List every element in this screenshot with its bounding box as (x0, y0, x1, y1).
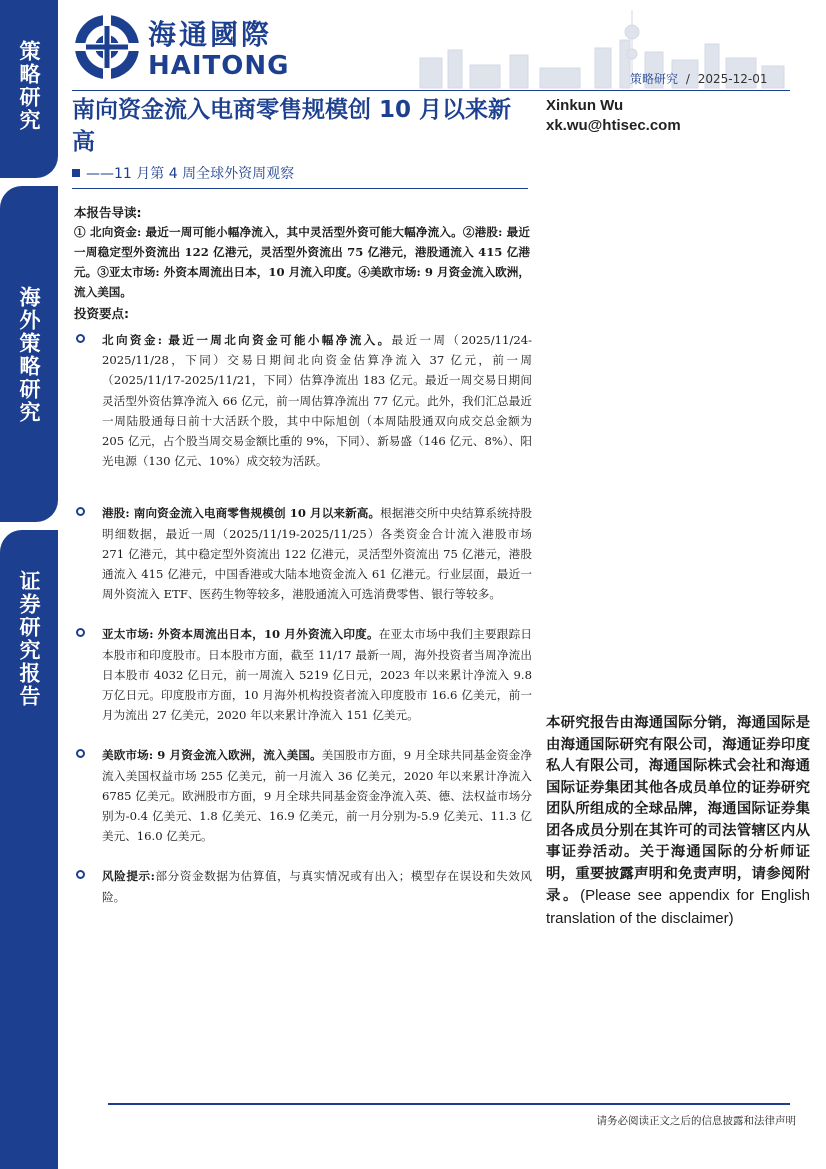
ring-bullet-icon (76, 334, 85, 343)
point-lead: 亚太市场: 外资本周流出日本，10 月外资流入印度。 (102, 627, 379, 642)
haitong-logo-icon (72, 12, 142, 82)
point-body: 最近一周（2025/11/24-2025/11/28，下同）交易日期间北向资金估算净流入 37 亿元，前一周（2025/11/17-2025/11/21，下同）估算净流出 183 亿元。最近一周交易日期间灵活型外资估算净流入 66 亿元，前一周估算净流出 77 亿元。此外，我们汇总最近一周陆股通每日前十大活跃个股，其中中际旭创（本周陆股通双向成交总金额为 205 亿元，占个股当周交易金额比重的 9%，下同）、新易盛（146 亿元、8%）、阳光电源（130 亿元、10%）成交较为活跃。 (102, 333, 532, 469)
point-body: 在亚太市场中我们主要跟踪日本股市和印度股市。日本股市方面，截至 11/17 最新一周，海外投资者当周净流出日本股市 4032 亿日元，前一周流入 5219 亿日元，2023 年以来累计净流入 9.8 万亿日元。印度股市方面，10 月海外机构投资者流入印度股市 16.6 亿美元，前一月为流出 27 亿美元，2020 年以来累计净流入 151 亿美元。 (102, 627, 532, 723)
report-subtitle (72, 163, 294, 183)
side-tab-strategy (0, 0, 58, 178)
subtitle-text: ——11 月第 4 周全球外资周观察 (86, 166, 295, 182)
brand-name-cn: 海通國際 (148, 18, 273, 51)
point-lead: 风险提示: (102, 869, 155, 884)
point-us-europe (76, 745, 532, 846)
side-tab-label: 海外策略研究 (17, 286, 41, 424)
point-body: 美国股市方面，9 月全球共同基金资金净流入美国权益市场 255 亿美元，前一月流入 36 亿美元，2020 年以来累计净流入 6785 亿美元。欧洲股市方面，9 月全球共同基金资金净流入英、德、法权益市场分别为-0.4 亿美元、1.8 亿美元、16.9 亿美元，前一月分别为-5.9 亿美元、11.3 亿美元、16.0 亿美元。 (102, 748, 532, 844)
guide-heading: 本报告导读: (74, 205, 142, 220)
header-divider (72, 90, 790, 91)
point-hk-stocks (76, 503, 532, 604)
square-bullet-icon (72, 169, 80, 177)
disclaimer-box (546, 713, 810, 930)
ring-bullet-icon (76, 507, 85, 516)
point-risk (76, 866, 532, 906)
report-title: 南向资金流入电商零售规模创 10 月以来新高 (72, 97, 512, 155)
ring-bullet-icon (76, 870, 85, 879)
author-name: Xinkun Wu (546, 97, 624, 114)
author-email[interactable]: xk.wu@htisec.com (546, 117, 681, 134)
point-lead: 美欧市场: 9 月资金流入欧洲，流入美国。 (102, 748, 322, 763)
ring-bullet-icon (76, 749, 85, 758)
title-divider (72, 188, 528, 189)
footer-notice: 请务必阅读正文之后的信息披露和法律声明 (596, 1115, 796, 1127)
side-tab-label: 证券研究报告 (17, 570, 41, 708)
footer-divider (108, 1103, 790, 1105)
report-category: 策略研究 (630, 72, 679, 86)
report-meta (630, 70, 767, 87)
points-heading: 投资要点: (74, 306, 129, 321)
author-block (546, 96, 681, 136)
guide-text: ① 北向资金: 最近一周可能小幅净流入，其中灵活型外资可能大幅净流入。②港股: 最近一周稳定型外资流出 122 亿港元，灵活型外资流出 75 亿港元，港股通流入 415 亿港元。③亚太市场: 外资本周流出日本，10 月流入印度。④美欧市场: 9 月资金流入欧洲，流入美国。 (74, 225, 530, 299)
point-northbound (76, 330, 532, 471)
point-body: 根据港交所中央结算系统持股明细数据，最近一周（2025/11/19-2025/11/25）各类资金合计流入港股市场 271 亿港元，其中稳定型外资流出 122 亿港元，灵活型外资流出 75 亿港元，港股通流入 415 亿港元，中国香港或大陆本地资金流入 61 亿港元。行业层面，最近一周外资流入 ETF、医药生物等较多，港股通流入可选消费零售、银行等较多。 (102, 506, 532, 602)
report-date: 2025-12-01 (697, 72, 768, 86)
haitong-logo (72, 12, 290, 82)
side-tab-label: 策略研究 (17, 40, 41, 132)
point-lead: 港股: 南向资金流入电商零售规模创 10 月以来新高。 (102, 506, 381, 521)
ring-bullet-icon (76, 628, 85, 637)
brand-name-en: HAITONG (148, 51, 290, 81)
meta-separator: / (685, 72, 690, 86)
disclaimer-cn: 本研究报告由海通国际分销，海通国际是由海通国际研究有限公司，海通证券印度私人有限公司，海通国际株式会社和海通国际证券集团其他各成员单位的证券研究团队所组成的全球品牌，海通国际证券集团各成员分别在其许可的司法管辖区内从事证券活动。关于海通国际的分析师证明，重要披露声明和免责声明，请参阅附录。 (546, 715, 810, 904)
point-asia-pacific (76, 624, 532, 725)
point-body: 部分资金数据为估算值，与真实情况或有出入；模型存在误设和失效风险。 (102, 869, 532, 904)
disclaimer-en: (Please see appendix for English translation of the disclaimer) (546, 887, 810, 927)
investment-points (76, 330, 532, 927)
side-tab-report-type (0, 530, 58, 1169)
point-lead: 北向资金: 最近一周北向资金可能小幅净流入。 (102, 333, 392, 347)
side-tab-overseas (0, 186, 58, 522)
